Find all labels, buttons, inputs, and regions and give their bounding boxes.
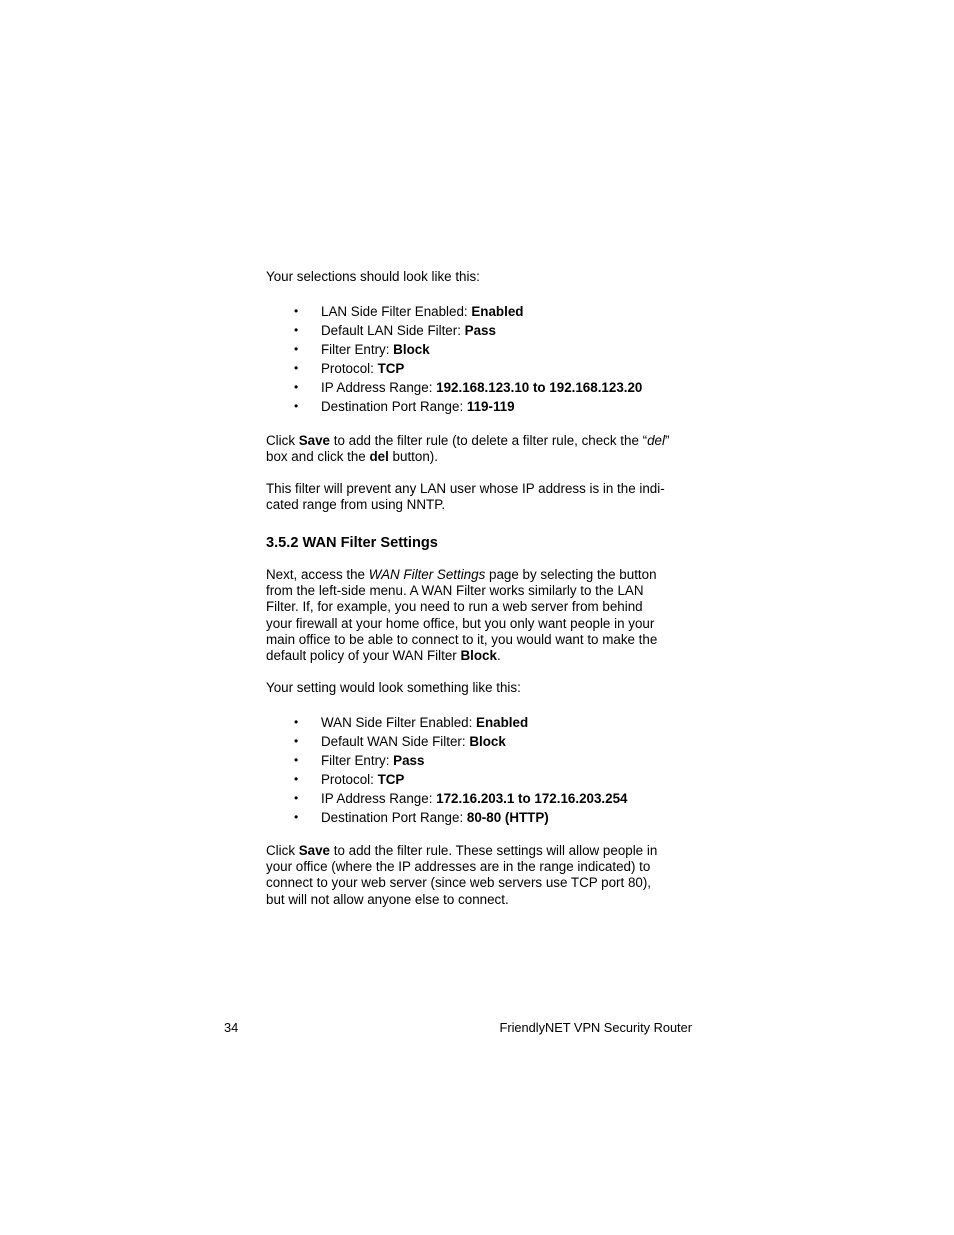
list-item: • IP Address Range: 172.16.203.1 to 172.16.203.254 <box>266 789 696 808</box>
bullet-icon: • <box>294 380 299 395</box>
list-item: • Destination Port Range: 80-80 (HTTP) <box>266 808 696 827</box>
section-heading: 3.5.2 WAN Filter Settings <box>266 535 438 551</box>
bullet-icon: • <box>294 399 299 414</box>
filter-effect-text: This filter will prevent any LAN user whose IP address is in the indi- cated range from using NNTP. <box>266 481 665 513</box>
wan-save-instructions: Click Save to add the filter rule. These settings will allow people in your office (where the IP addresses are in the range indicated) to connect to your web server (since web servers use TCP port 80), but will not allow anyone else to connect. <box>266 843 658 907</box>
intro-text: Your selections should look like this: <box>266 269 480 284</box>
list-item: • Protocol: TCP <box>266 770 696 789</box>
bullet-icon: • <box>294 791 299 806</box>
bullet-icon: • <box>294 734 299 749</box>
list-item: • LAN Side Filter Enabled: Enabled <box>266 302 696 321</box>
lan-settings-list <box>266 302 696 417</box>
footer-title: FriendlyNET VPN Security Router <box>499 1020 692 1035</box>
bullet-icon: • <box>294 323 299 338</box>
wan-intro-text: Your setting would look something like this: <box>266 680 521 695</box>
list-item: • WAN Side Filter Enabled: Enabled <box>266 713 696 732</box>
list-item: • Destination Port Range: 119-119 <box>266 397 696 416</box>
list-item: • Default LAN Side Filter: Pass <box>266 321 696 340</box>
list-item: • Protocol: TCP <box>266 359 696 378</box>
page-number: 34 <box>224 1020 239 1035</box>
list-item: • IP Address Range: 192.168.123.10 to 192.168.123.20 <box>266 378 696 397</box>
bullet-icon: • <box>294 772 299 787</box>
bullet-icon: • <box>294 715 299 729</box>
wan-settings-list <box>266 713 696 828</box>
bullet-icon: • <box>294 342 299 357</box>
save-instructions: Click Save to add the filter rule (to delete a filter rule, check the “del” box and click the del button). <box>266 433 670 465</box>
list-item: • Default WAN Side Filter: Block <box>266 732 696 751</box>
wan-description: Next, access the WAN Filter Settings page by selecting the button from the left-side menu. A WAN Filter works similarly to the LAN Filter. If, for example, you need to run a web server from behind your firewall at your home office, but you only want people in your main office to be able to connect to it, you would want to make the default policy of your WAN Filter Block. <box>266 567 658 664</box>
list-item: • Filter Entry: Pass <box>266 751 696 770</box>
bullet-icon: • <box>294 304 299 318</box>
bullet-icon: • <box>294 753 299 768</box>
bullet-icon: • <box>294 361 299 376</box>
list-item: • Filter Entry: Block <box>266 340 696 359</box>
bullet-icon: • <box>294 810 299 825</box>
